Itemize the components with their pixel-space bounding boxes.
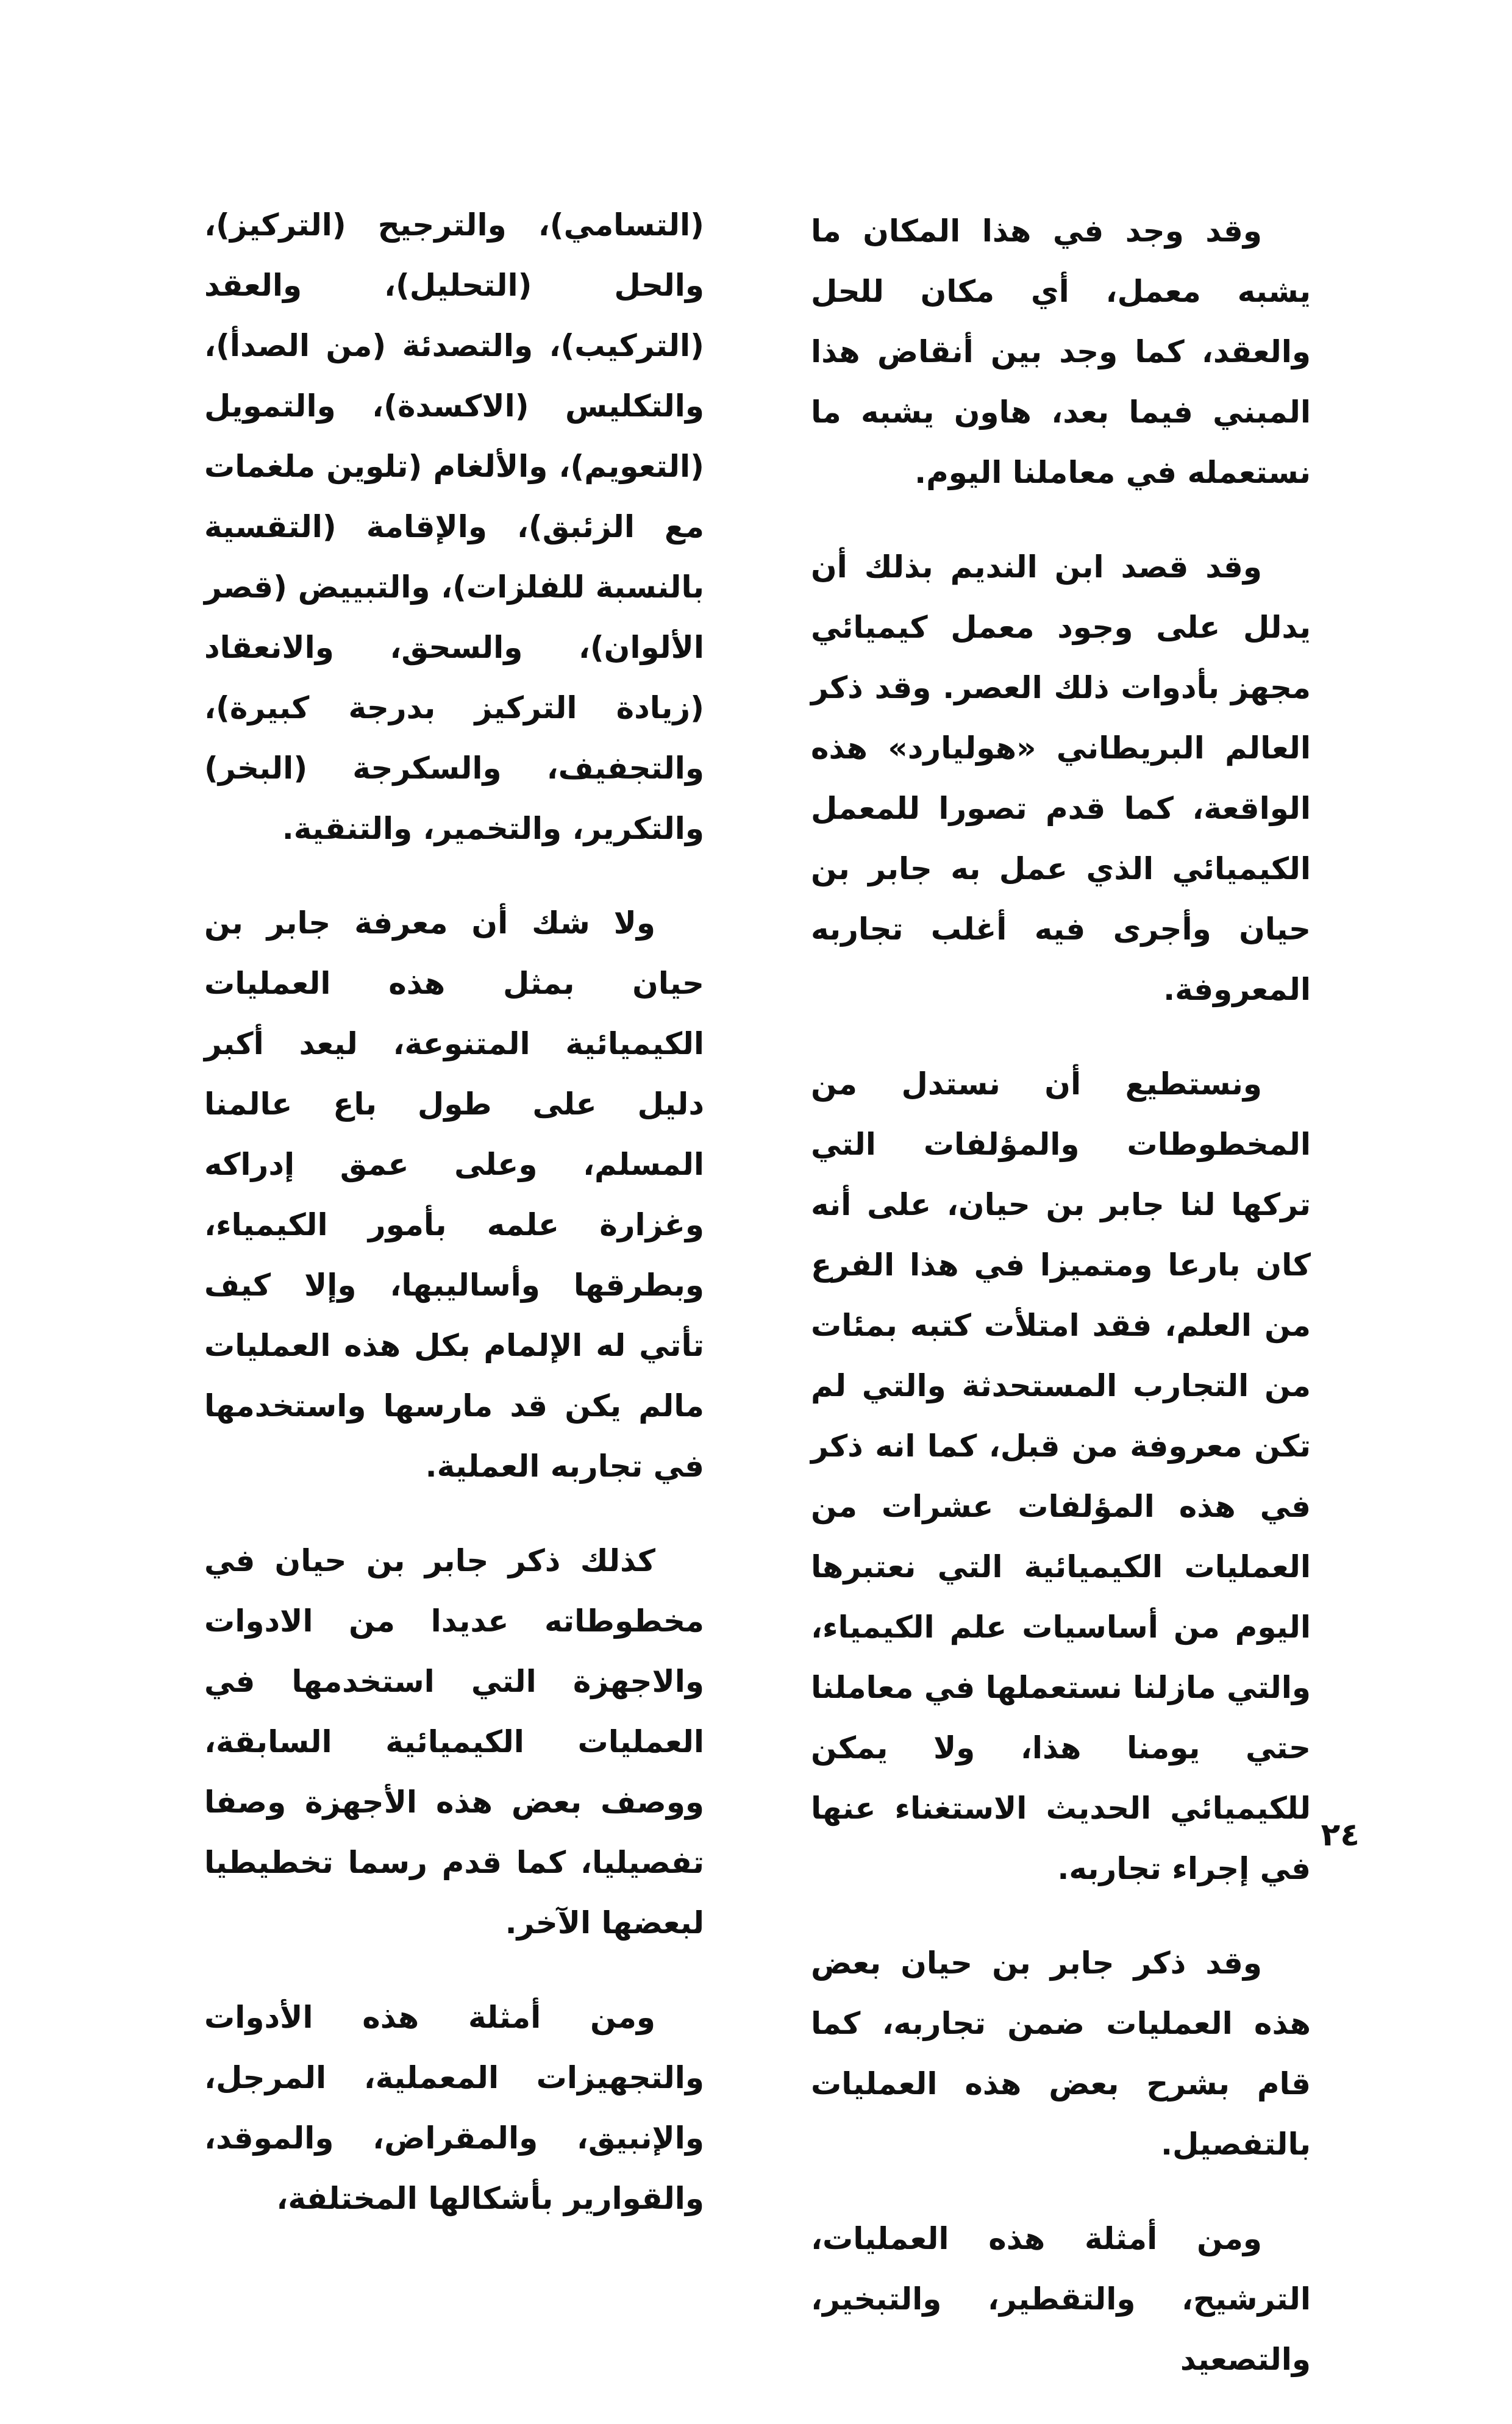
paragraph: ولا شك أن معرفة جابر بن حيان بمثل هذه العمليات الكيميائية المتنوعة، ليعد أكبر دليل على طول باع عالمنا المسلم، وعلى عمق إدراكه وغزارة علمه بأمور الكيمياء، وبطرقها وأساليبها، وإلا كيف تأتي له الإلمام بكل هذه العمليات مالم يكن قد مارسها واستخدمها في تجاربه العملية. (204, 905, 704, 1484)
paragraph: وقد ذكر جابر بن حيان بعض هذه العمليات ضمن تجاربه، كما قام بشرح بعض هذه العمليات بالتفصيل. (811, 1945, 1311, 2162)
paragraph: ومن أمثلة هذه الأدوات والتجهيزات المعملية، المرجل، والإنبيق، والمقراض، والموقد، والقوارير بأشكالها المختلفة، (204, 2000, 704, 2216)
paragraph: (التسامي)، والترجيح (التركيز)، والحل (التحليل)، والعقد (التركيب)، والتصدئة (من الصدأ)، والتكليس (الاكسدة)، والتمويل (التعويم)، والألغام (تلوين ملغمات مع الزئبق)، والإقامة (التقسية بالنسبة للفلزات)، والتبييض (قصر الألوان)، والسحق، والانعقاد (زيادة التركيز بدرجة كبيرة)، والتجفيف، والسكرجة (البخر) والتكرير، والتخمير، والتنقية. (204, 207, 704, 846)
paragraph: وقد وجد في هذا المكان ما يشبه معمل، أي مكان للحل والعقد، كما وجد بين أنقاض هذا المبني فيما بعد، هاون يشبه ما نستعمله في معاملنا اليوم. (811, 213, 1311, 490)
page-number: ٢٤ (1321, 1817, 1360, 1853)
paragraph: كذلك ذكر جابر بن حيان في مخطوطاته عديدا من الادوات والاجهزة التي استخدمها في العمليات الكيميائية السابقة، ووصف بعض هذه الأجهزة وصفا تفصيليا، كما قدم رسما تخطيطيا لبعضها الآخر. (204, 1543, 704, 1941)
paragraph: ومن أمثلة هذه العمليات، الترشيح، والتقطير، والتبخير، والتصعيد (811, 2221, 1311, 2377)
paragraph: ونستطيع أن نستدل من المخطوطات والمؤلفات التي تركها لنا جابر بن حيان، على أنه كان بارعا ومتميزا في هذا الفرع من العلم، فقد امتلأت كتبه بمئات من التجارب المستحدثة والتي لم تكن معروفة من قبل، كما انه ذكر في هذه المؤلفات عشرات من العمليات الكيميائية التي نعتبرها اليوم من أساسيات علم الكيمياء، والتي مازلنا نستعملها في معاملنا حتي يومنا هذا، ولا يمكن للكيميائي الحديث الاستغناء عنها في إجراء تجاربه. (811, 1066, 1311, 1886)
right-text-column (811, 201, 1311, 2424)
paragraph: وقد قصد ابن النديم بذلك أن يدلل على وجود معمل كيميائي مجهز بأدوات ذلك العصر. وقد ذكر العالم البريطاني «هوليارد» هذه الواقعة، كما قدم تصورا للمعمل الكيميائي الذي عمل به جابر بن حيان وأجرى فيه أغلب تجاربه المعروفة. (811, 549, 1311, 1007)
left-text-column (204, 195, 704, 2263)
